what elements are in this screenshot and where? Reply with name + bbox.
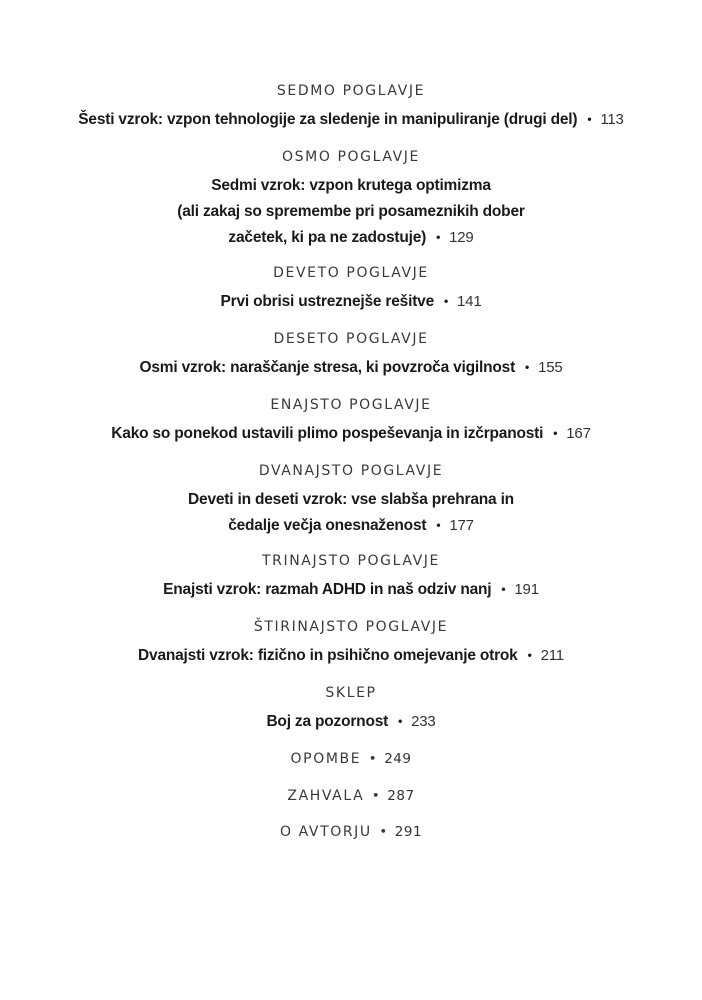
chapter-heading: ŠTIRINAJSTO POGLAVJE — [253, 619, 449, 635]
toc-entry-chapter-8 — [0, 148, 702, 251]
page-number: 129 — [449, 229, 474, 246]
back-matter-label: OPOMBE — [290, 751, 362, 767]
chapter-title-line: začetek, ki pa ne zadostuje) • 129 — [0, 225, 702, 251]
page-number: 291 — [394, 824, 423, 840]
chapter-title — [0, 487, 702, 539]
toc-entry-notes — [0, 750, 702, 768]
toc-entry-chapter-7 — [0, 82, 702, 133]
chapter-title-line: Sedmi vzrok: vzpon krutega optimizma — [211, 177, 491, 194]
page-number: 141 — [457, 293, 482, 310]
chapter-title-line: čedalje večja onesnaženost • 177 — [0, 513, 702, 539]
chapter-title — [0, 577, 702, 603]
toc-entry-chapter-13 — [0, 552, 702, 603]
page-number: 287 — [387, 788, 415, 804]
page-number: 211 — [540, 647, 564, 664]
chapter-title-line: Prvi obrisi ustreznejše rešitve • 141 — [0, 289, 702, 315]
toc-entry-about-author — [0, 823, 702, 841]
chapter-heading: OSMO POGLAVJE — [282, 149, 420, 165]
separator-dot: • — [379, 825, 387, 838]
chapter-heading: SEDMO POGLAVJE — [276, 83, 426, 99]
chapter-heading: DEVETO POGLAVJE — [273, 265, 429, 281]
chapter-title — [0, 421, 702, 447]
chapter-heading: DESETO POGLAVJE — [273, 331, 429, 347]
chapter-title-line: Enajsti vzrok: razmah ADHD in naš odziv nanj • 191 — [0, 577, 702, 603]
toc-entry-conclusion — [0, 684, 702, 735]
separator-dot: • — [527, 648, 532, 662]
chapter-title — [0, 289, 702, 315]
chapter-title — [0, 709, 702, 735]
back-matter-label: ZAHVALA — [287, 788, 365, 804]
chapter-title-line: Kako so ponekod ustavili plimo pospeševanja in izčrpanosti • 167 — [0, 421, 702, 447]
separator-dot: • — [501, 582, 506, 596]
page-number: 113 — [600, 111, 624, 128]
page-number: 167 — [566, 425, 591, 442]
chapter-title-line: Boj za pozornost • 233 — [0, 709, 702, 735]
separator-dot: • — [372, 789, 380, 802]
separator-dot: • — [525, 360, 530, 374]
toc-entry-chapter-11 — [0, 396, 702, 447]
chapter-title-line: Deveti in deseti vzrok: vse slabša prehrana in — [188, 491, 514, 508]
chapter-title-line: (ali zakaj so spremembe pri posameznikih dober — [177, 203, 525, 220]
page-number: 177 — [449, 517, 474, 534]
separator-dot: • — [444, 294, 449, 308]
chapter-title — [0, 173, 702, 251]
chapter-title — [0, 107, 702, 133]
separator-dot: • — [398, 714, 403, 728]
chapter-heading: DVANAJSTO POGLAVJE — [258, 463, 444, 479]
toc-entry-chapter-10 — [0, 330, 702, 381]
separator-dot: • — [553, 426, 558, 440]
chapter-title — [0, 643, 702, 669]
toc-entry-chapter-14 — [0, 618, 702, 669]
chapter-title-line: Osmi vzrok: naraščanje stresa, ki povzroča vigilnost • 155 — [0, 355, 702, 381]
chapter-heading: SKLEP — [325, 685, 377, 701]
chapter-heading: ENAJSTO POGLAVJE — [270, 397, 432, 413]
page-number: 249 — [384, 751, 412, 767]
toc-entry-chapter-12 — [0, 462, 702, 539]
chapter-heading: TRINAJSTO POGLAVJE — [262, 553, 440, 569]
chapter-title-line: Šesti vzrok: vzpon tehnologije za sledenje in manipuliranje (drugi del) • 113 — [0, 107, 702, 133]
toc-entry-acknowledgements — [0, 787, 702, 805]
back-matter-entry — [291, 751, 412, 767]
back-matter-entry — [280, 824, 422, 840]
page-number: 233 — [411, 713, 436, 730]
chapter-title-line: Dvanajsti vzrok: fizično in psihično omejevanje otrok • 211 — [0, 643, 702, 669]
page-number: 155 — [538, 359, 563, 376]
back-matter-label: O AVTORJU — [279, 824, 372, 840]
back-matter-entry — [287, 788, 414, 804]
chapter-title — [0, 355, 702, 381]
separator-dot: • — [369, 752, 377, 765]
separator-dot: • — [436, 230, 441, 244]
page-number: 191 — [514, 581, 539, 598]
separator-dot: • — [436, 518, 441, 532]
toc-entry-chapter-9 — [0, 264, 702, 315]
separator-dot: • — [587, 112, 592, 126]
